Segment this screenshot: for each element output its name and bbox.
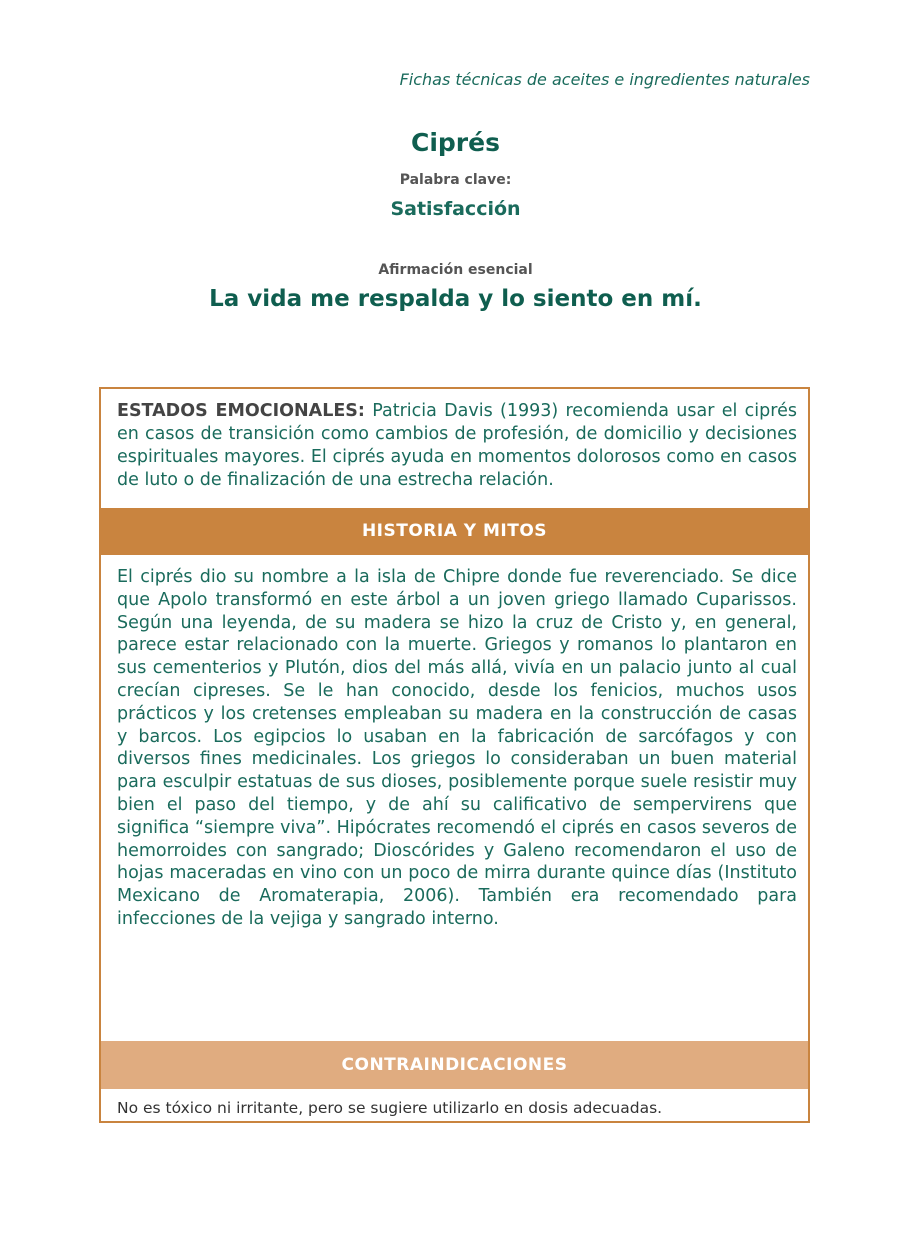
history-text: El ciprés dio su nombre a la isla de Chipre donde fue reverenciado. Se dice que Apolo transformó en este árbol a un joven griego llamado Cuparissos. Según una leyenda, de su madera se hizo la cruz de Cristo y, en general, parece estar relacionado con la muerte. Griegos y romanos lo plantaron en sus cementerios y Plutón, dios del más allá, vivía en un palacio junto al cual crecían cipreses. Se le han conocido, desde los fenicios, muchos usos prácticos y los cretenses empleaban su madera en la construcción de casas y barcos. Los egipcios lo usaban en la fabricación de sarcófagos y con diversos fines medicinales. Los griegos lo consideraban un buen material para esculpir estatuas de sus dioses, posiblemente porque suele resistir muy bien el paso del tiempo, y de ahí su calificativo de sempervirens que significa “siempre viva”. Hipócrates recomendó el ciprés en casos severos de hemorroides con sangrado; Dioscórides y Galeno recomendaron el uso de hojas maceradas en vino con un poco de mirra durante quince días (Instituto Mexicano de Aromaterapia, 2006). También era recomendado para infecciones de la vejiga y sangrado interno. [117,567,797,929]
history-heading: HISTORIA Y MITOS [101,508,808,555]
page-title: Ciprés [411,128,500,157]
keyword-label: Palabra clave: [399,172,512,188]
info-box [99,387,810,1123]
affirmation-text: La vida me respalda y lo siento en mí. [209,286,702,312]
running-header: Fichas técnicas de aceites e ingredientes naturales [399,70,810,89]
contraindications-text: No es tóxico ni irritante, pero se sugiere utilizarlo en dosis adecuadas. [117,1099,663,1117]
emotional-states-section [117,400,797,492]
emotional-states-text: Patricia Davis (1993) recomienda usar el ciprés en casos de transición como cambios de profesión, de domicilio y decisiones espirituales mayores. El ciprés ayuda en momentos dolorosos como en casos de luto o de finalización de una estrecha relación. [117,401,797,490]
contraindications-heading: CONTRAINDICACIONES [101,1041,808,1089]
keyword-value: Satisfacción [390,198,521,220]
affirmation-label: Afirmación esencial [378,262,533,278]
emotional-states-heading: ESTADOS EMOCIONALES: [117,401,365,421]
